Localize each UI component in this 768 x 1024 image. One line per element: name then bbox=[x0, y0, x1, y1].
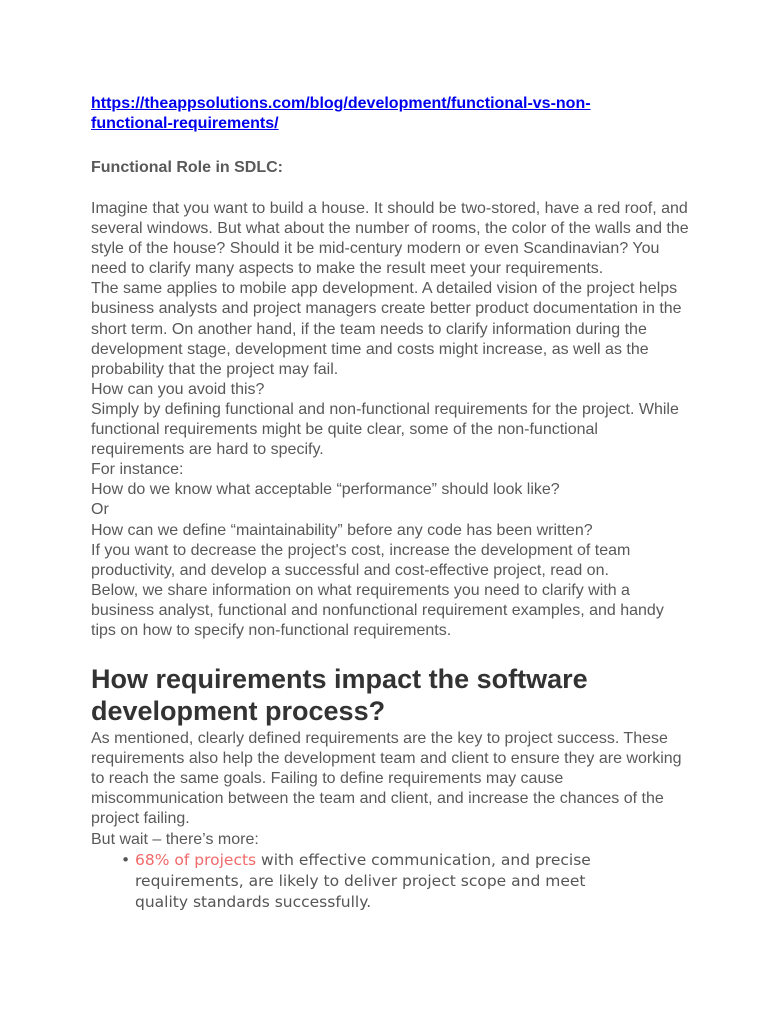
section-heading: How requirements impact the software development process? bbox=[91, 664, 588, 727]
document-page bbox=[91, 94, 691, 913]
paragraph: But wait – there’s more: bbox=[91, 830, 259, 848]
role-heading: Functional Role in SDLC: bbox=[91, 159, 283, 176]
paragraph: For instance: bbox=[91, 461, 184, 479]
highlight-text: 68% of projects bbox=[135, 850, 257, 869]
paragraph: As mentioned, clearly defined requirements are the key to project success. These requirements also help the development team and client to ensure they are working to reach the same goals. Failing to define requirements may cause miscommunication between the team and client, and increase the chances of the project failing. bbox=[91, 730, 682, 828]
paragraph: How do we know what acceptable “performance” should look like? bbox=[91, 481, 560, 499]
bullet-text: with effective communication, and precise requirements, are likely to deliver project scope and meet quality standards successfully. bbox=[135, 850, 591, 911]
paragraph: The same applies to mobile app development. A detailed vision of the project helps business analysts and project managers create better product documentation in the short term. On another hand, if the team needs to clarify information during the development stage, development time and costs might increase, as well as the probability that the project may fail. bbox=[91, 280, 682, 378]
paragraph: If you want to decrease the project's cost, increase the development of team productivity, and develop a successful and cost-effective project, read on. bbox=[91, 541, 631, 579]
list-item bbox=[117, 850, 635, 913]
paragraph: Below, we share information on what requirements you need to clarify with a business analyst, functional and nonfunctional requirement examples, and handy tips on how to specify non-functional requirements. bbox=[91, 581, 664, 639]
intro-body bbox=[91, 199, 691, 641]
section-body bbox=[91, 729, 691, 850]
paragraph: Simply by defining functional and non-functional requirements for the project. While functional requirements might be quite clear, some of the non-functional requirements are hard to specify. bbox=[91, 400, 679, 459]
paragraph: How can we define “maintainability” before any code has been written? bbox=[91, 521, 593, 539]
source-link[interactable]: https://theappsolutions.com/blog/development/functional-vs-non-functional-requirements/ bbox=[91, 95, 591, 132]
paragraph: Or bbox=[91, 501, 109, 519]
paragraph: Imagine that you want to build a house. It should be two-stored, have a red roof, and several windows. But what about the number of rooms, the color of the walls and the style of the house? Should it be mid-century modern or even Scandinavian? You need to clarify many aspects to make the result meet your requirements. bbox=[91, 200, 689, 278]
bullet-list bbox=[91, 850, 691, 913]
paragraph: How can you avoid this? bbox=[91, 380, 265, 398]
bullet-icon: • bbox=[121, 850, 131, 869]
